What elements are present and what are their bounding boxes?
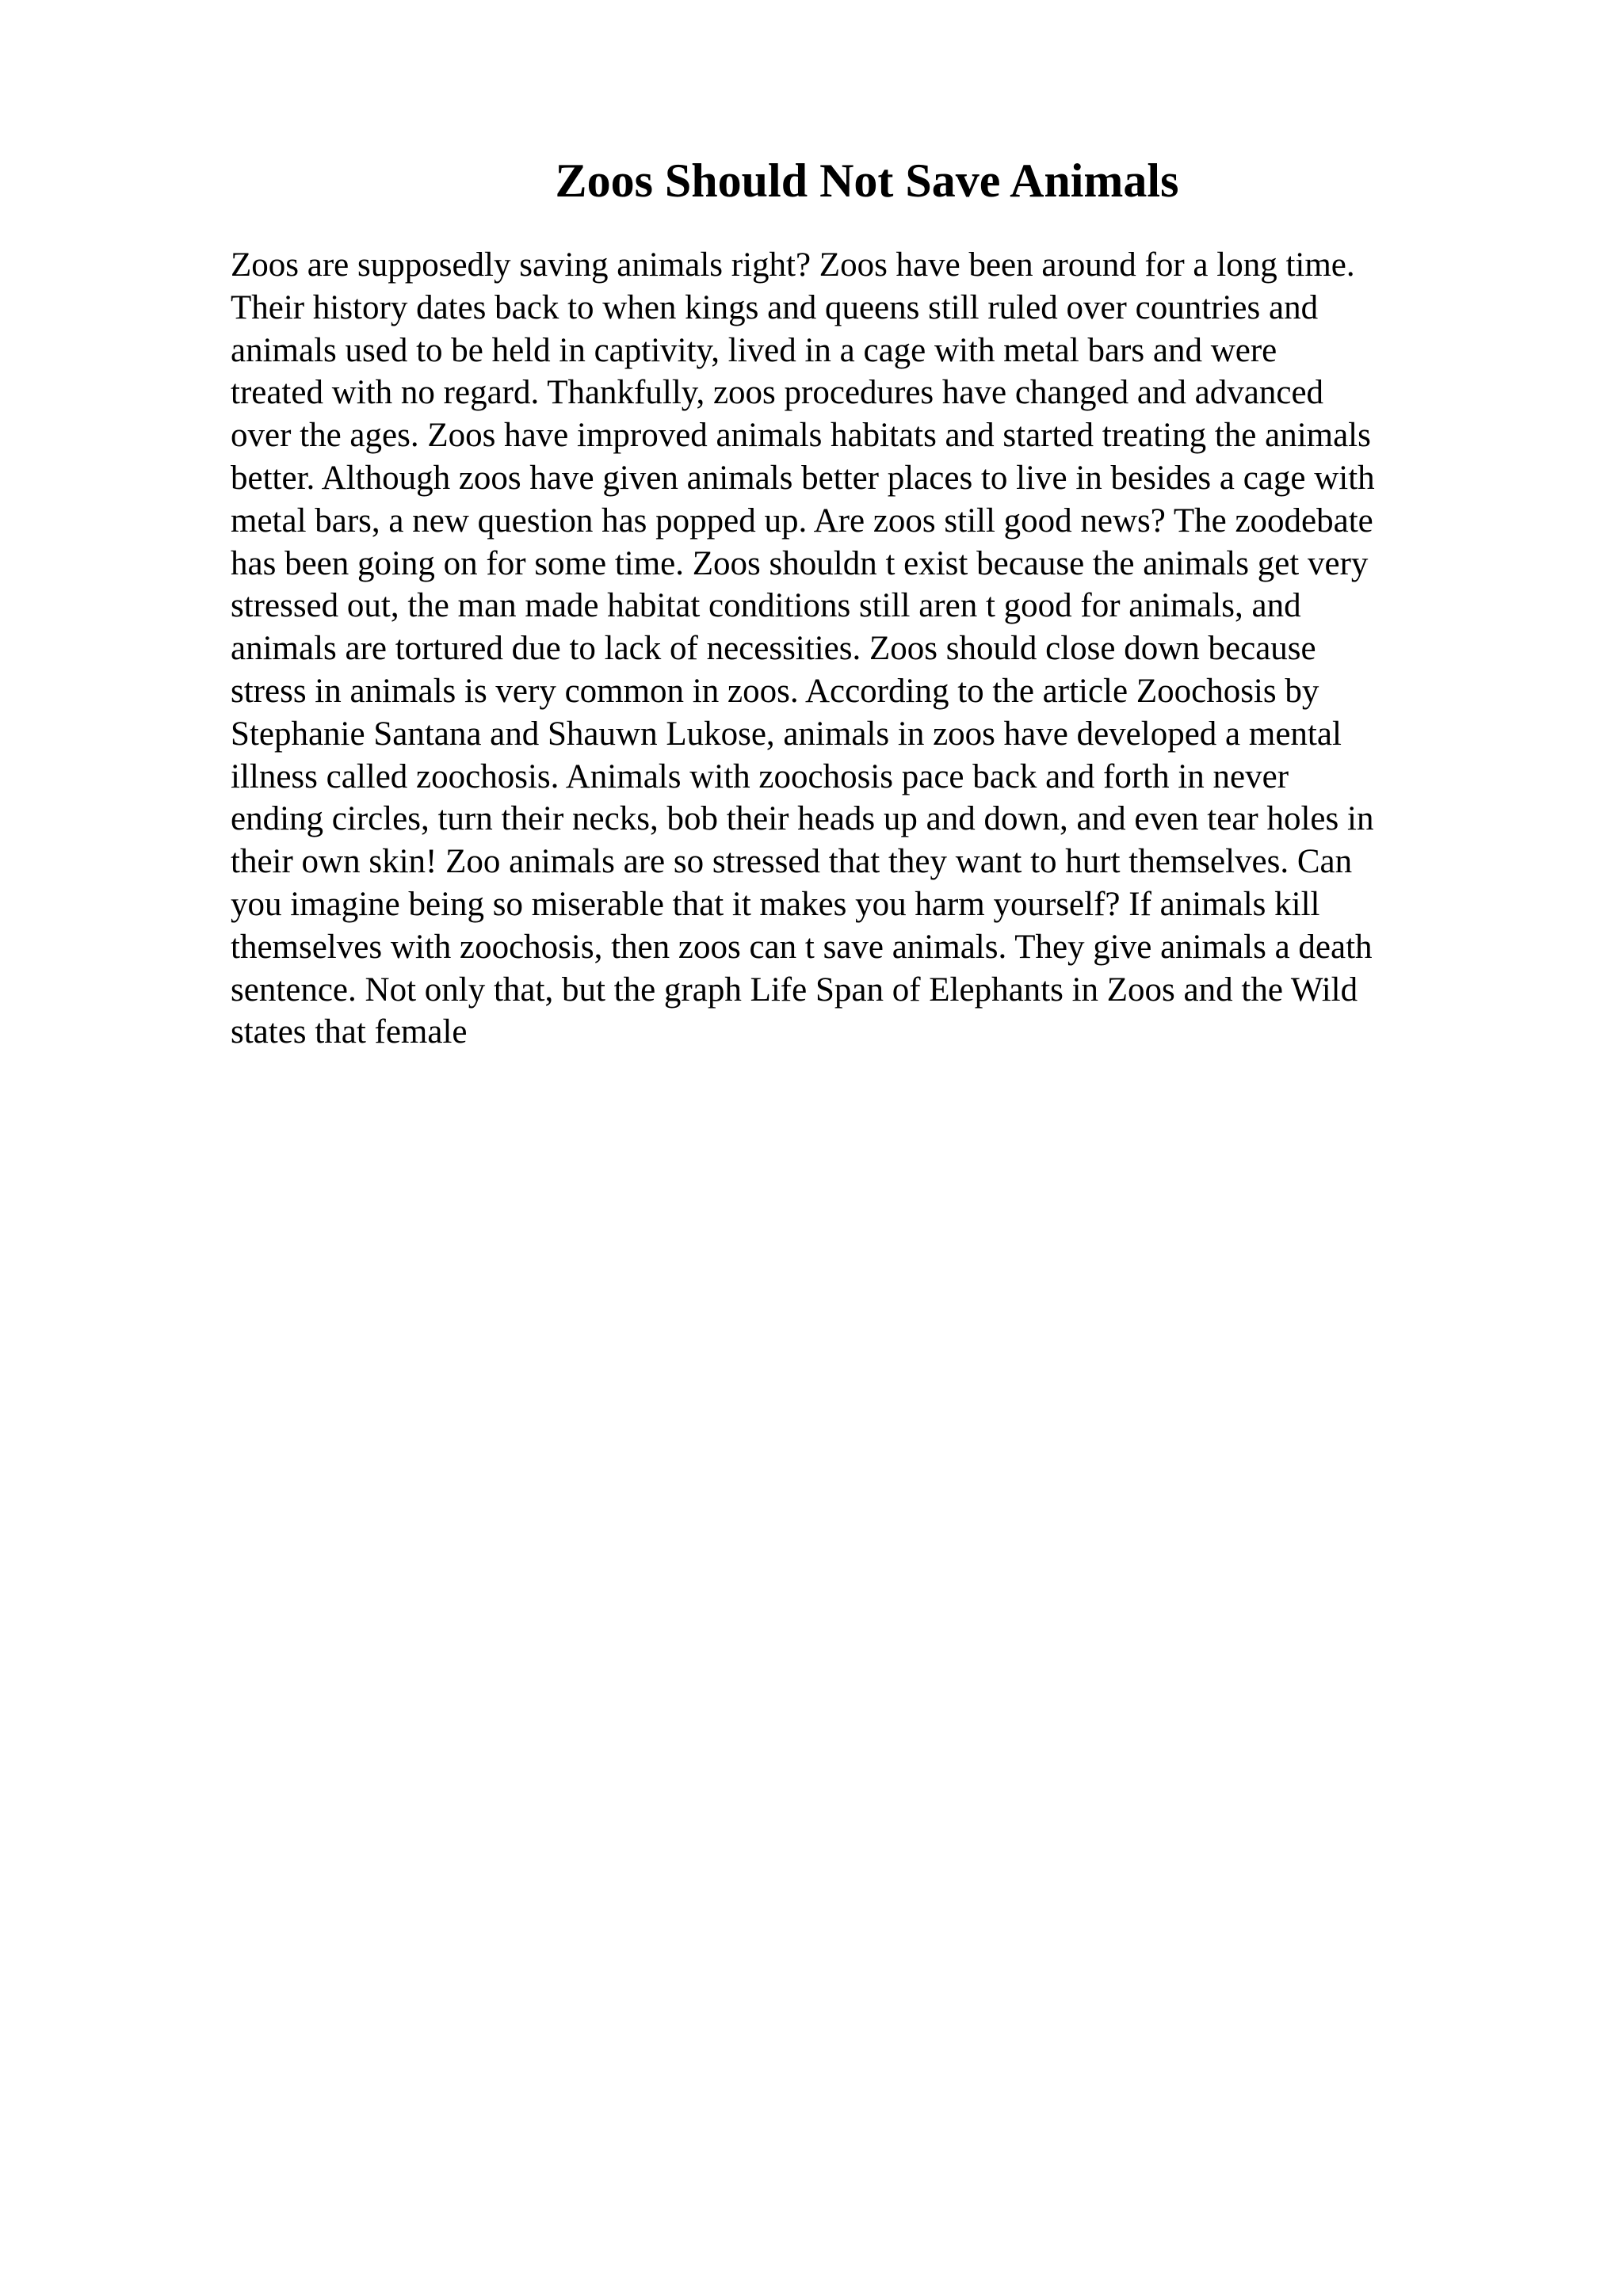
- body-line: states that female: [231, 1013, 468, 1051]
- body-line: ending circles, turn their necks, bob their heads up and down, and even tear holes in: [231, 800, 1374, 838]
- body-line: their own skin! Zoo animals are so stressed that they want to hurt themselves. Can: [231, 843, 1353, 881]
- body-line: sentence. Not only that, but the graph Life Span of Elephants in Zoos and the Wild: [231, 971, 1358, 1009]
- body-line: metal bars, a new question has popped up. Are zoos still good news? The zoodebate: [231, 502, 1373, 540]
- body-line: Their history dates back to when kings and queens still ruled over countries and: [231, 288, 1319, 326]
- body-line: Zoos are supposedly saving animals right? Zoos have been around for a long time.: [231, 246, 1355, 284]
- body-line: stress in animals is very common in zoos. According to the article Zoochosis by: [231, 672, 1319, 710]
- body-line: animals are tortured due to lack of necessities. Zoos should close down because: [231, 630, 1316, 668]
- body-line: illness called zoochosis. Animals with zoochosis pace back and forth in never: [231, 757, 1289, 795]
- document-body: [231, 244, 1499, 1054]
- body-line: has been going on for some time. Zoos shouldn t exist because the animals get very: [231, 544, 1369, 582]
- body-line: Stephanie Santana and Shauwn Lukose, animals in zoos have developed a mental: [231, 715, 1342, 753]
- body-line: themselves with zoochosis, then zoos can t save animals. They give animals a death: [231, 928, 1373, 966]
- document-title: Zoos Should Not Save Animals: [555, 154, 1179, 207]
- body-line: treated with no regard. Thankfully, zoos procedures have changed and advanced: [231, 374, 1324, 412]
- body-line: better. Although zoos have given animals better places to live in besides a cage with: [231, 459, 1375, 497]
- body-line: stressed out, the man made habitat conditions still aren t good for animals, and: [231, 587, 1301, 625]
- body-line: you imagine being so miserable that it makes you harm yourself? If animals kill: [231, 885, 1320, 923]
- body-line: over the ages. Zoos have improved animals habitats and started treating the animals: [231, 417, 1371, 455]
- body-line: animals used to be held in captivity, lived in a cage with metal bars and were: [231, 331, 1277, 369]
